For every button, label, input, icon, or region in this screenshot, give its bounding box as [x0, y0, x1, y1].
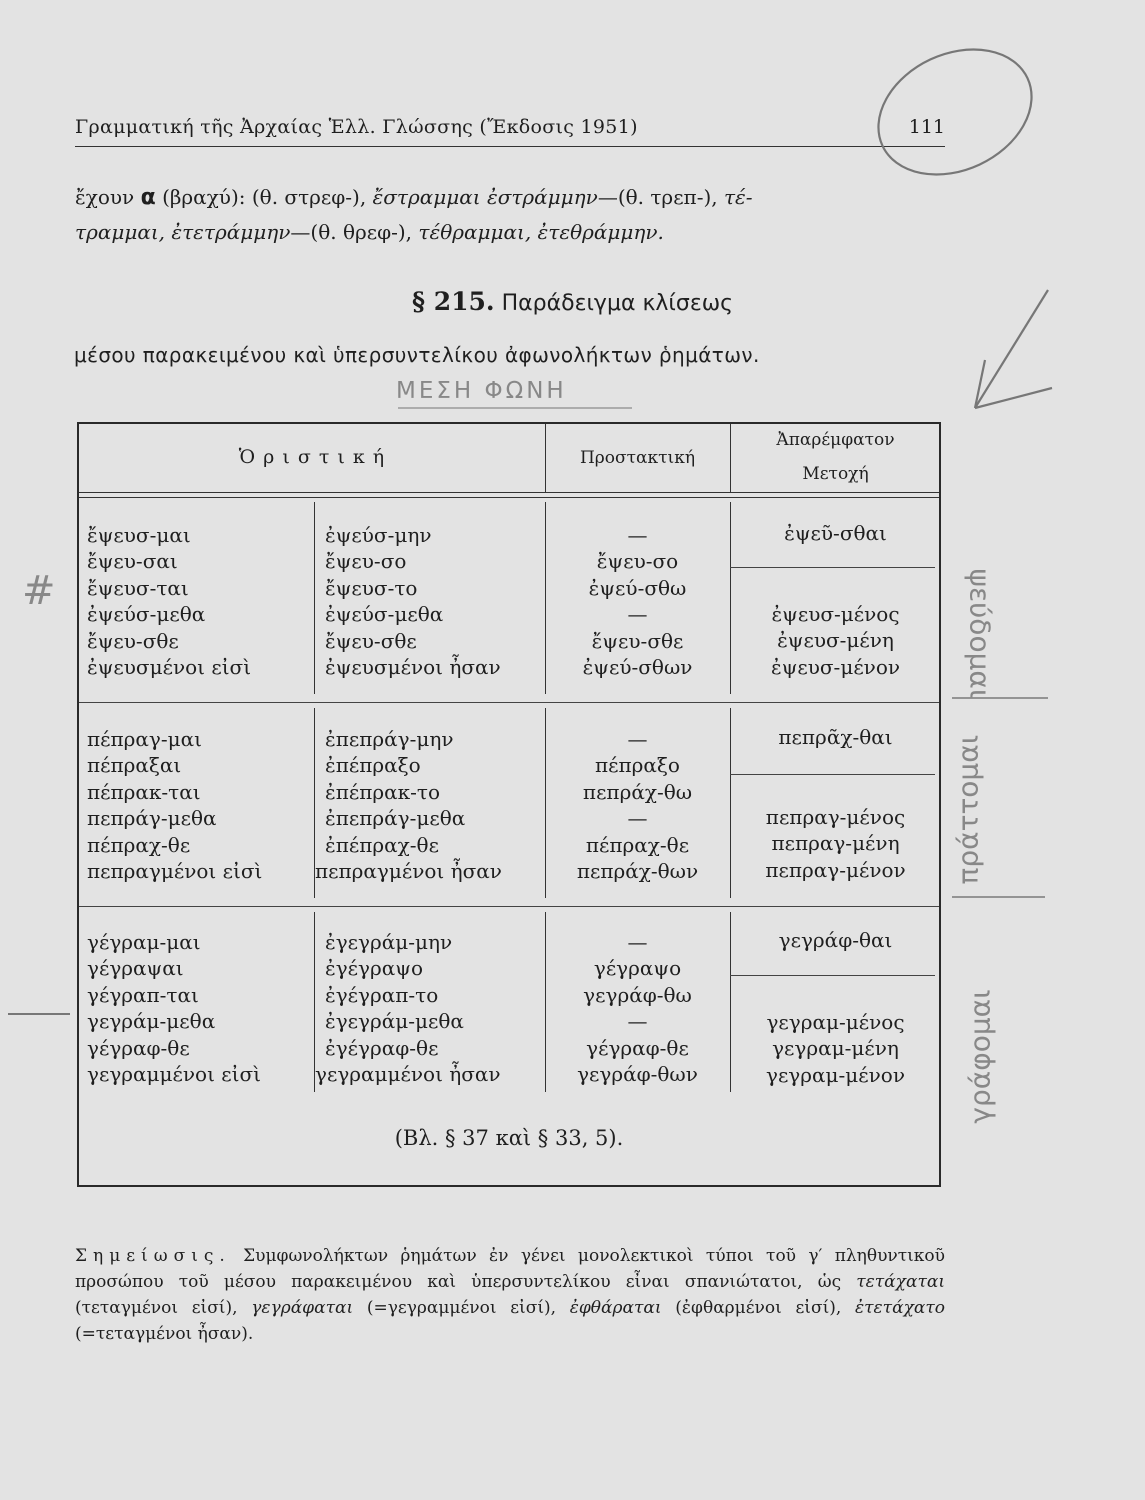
- section-subtitle: μέσου παρακειμένου καὶ ὑπερσυντελίκου ἀφωνολήκτων ῥημάτων.: [74, 343, 760, 367]
- section-title: Παράδειγμα κλίσεως: [501, 291, 734, 316]
- margin-mark: #: [22, 568, 56, 614]
- intro-italic: ἔστραμμαι ἐστράμμην: [372, 185, 598, 209]
- book-title: Γραμματική τῆς Ἀρχαίας Ἑλλ. Γλώσσης (Ἔκδοσις 1951): [75, 116, 638, 138]
- form-cell: ἔψευσ-ται: [87, 575, 189, 600]
- form-cell: ἐψευσ-μένον: [770, 654, 901, 679]
- remark-text: (=γεγραμμένοι εἰσί),: [366, 1298, 557, 1318]
- form-cell: ἐγεγράμ-μην: [325, 930, 453, 954]
- form-cell: γεγραμ-μένον: [765, 1062, 905, 1087]
- form-cell: ἔψευσ-μαι: [87, 523, 191, 547]
- form-cell: πέπραξαι: [87, 753, 182, 778]
- form-cell: πεπράχ-θω: [582, 779, 693, 804]
- form-cell: ἐπεπράγ-μεθα: [325, 806, 466, 831]
- form-cell: γεγράφ-θω: [583, 982, 692, 1007]
- arrow-head: [975, 360, 1052, 408]
- arrow-icon: [975, 290, 1048, 408]
- form-cell: πεπράγ-μεθα: [87, 806, 217, 831]
- form-cell: ἔψευ-σθε: [591, 628, 684, 653]
- form-cell: —: [627, 806, 648, 831]
- table-note: (Βλ. § 37 καὶ § 33, 5).: [394, 1126, 624, 1150]
- form-cell: ἐψεύσ-μεθα: [325, 602, 444, 627]
- form-cell: πέπραχ-θε: [585, 832, 690, 857]
- form-cell: ἔψευ-σο: [325, 549, 407, 574]
- form-cell: γέγραφ-θε: [87, 1035, 190, 1060]
- margin-note-3: γράφομαι: [963, 989, 997, 1124]
- remark-italic: τετάχαται: [856, 1272, 945, 1292]
- form-cell: —: [627, 523, 648, 547]
- form-cell: γεγραμμένοι ἦσαν: [315, 1061, 501, 1086]
- form-cell: —: [627, 727, 648, 751]
- header-participle: Μετοχή: [802, 464, 869, 484]
- circle-mark: [858, 26, 1052, 199]
- form-cell: γεγράμ-μεθα: [87, 1009, 216, 1034]
- form-cell: πεπράχ-θων: [576, 858, 699, 883]
- infinitive-cell: ἐψεῦ-σθαι: [784, 521, 887, 545]
- form-cell: γέγραψο: [593, 956, 682, 981]
- remark-italic: ἐτετάχατο: [855, 1298, 945, 1318]
- form-cell: πέπραγ-μαι: [87, 727, 202, 751]
- intro-italic: τέθραμμαι, ἐτεθράμμην.: [418, 220, 664, 244]
- intro-text: ἔχουν: [75, 185, 135, 209]
- form-cell: ἐψευσμένοι εἰσὶ: [87, 654, 252, 679]
- form-cell: πεπραγμένοι εἰσὶ: [87, 858, 263, 883]
- remark-text: (ἐφθαρμένοι εἰσί),: [675, 1298, 842, 1318]
- form-cell: ἐγέγραπ-το: [325, 982, 439, 1007]
- form-cell: —: [627, 1009, 648, 1034]
- form-cell: γεγραμ-μένος: [766, 1010, 905, 1034]
- intro-text: —(θ. θρεφ-),: [290, 220, 413, 244]
- form-cell: ἐπεπράγ-μην: [325, 727, 454, 751]
- form-cell: ἐγέγραφ-θε: [325, 1035, 439, 1060]
- form-cell: πεπραγμένοι ἦσαν: [315, 858, 502, 883]
- infinitive-cell: γεγράφ-θαι: [778, 928, 893, 952]
- form-cell: ἐψευσ-μένη: [777, 628, 894, 653]
- form-cell: ἐπέπραξο: [325, 753, 421, 778]
- infinitive-cell: πεπρᾶχ-θαι: [778, 725, 893, 749]
- remark-label: Σημείωσις.: [75, 1246, 231, 1266]
- form-cell: γέγραφ-θε: [586, 1035, 689, 1060]
- form-cell: —: [627, 930, 648, 954]
- form-cell: ἔψευ-σαι: [87, 549, 178, 574]
- form-cell: ἐγεγράμ-μεθα: [325, 1009, 464, 1034]
- margin-note-2: πράττομαι: [951, 734, 985, 885]
- form-cell: γεγραμμένοι εἰσὶ: [87, 1061, 261, 1086]
- form-cell: ἐγέγραψο: [325, 956, 423, 981]
- remark-italic: ἐφθάραται: [569, 1298, 662, 1318]
- form-cell: πεπραγ-μένον: [765, 857, 906, 882]
- intro-italic: τραμμαι, ἐτετράμμην: [75, 220, 291, 244]
- form-cell: πεπραγ-μένος: [765, 805, 906, 829]
- form-cell: πεπραγ-μένη: [771, 831, 900, 856]
- form-cell: γέγραμ-μαι: [87, 930, 201, 954]
- form-cell: γέγραψαι: [87, 956, 184, 981]
- form-cell: ἔψευ-σθε: [325, 628, 417, 653]
- form-cell: —: [627, 602, 648, 627]
- form-cell: γέγραπ-ται: [87, 982, 199, 1007]
- intro-text: —(θ. τρεπ-),: [597, 185, 718, 209]
- margin-note-1: ψεύδομαι: [963, 568, 997, 699]
- intro-italic: τέ-: [723, 185, 753, 209]
- form-cell: ἐψεύσ-μεθα: [87, 602, 206, 627]
- form-cell: πέπραξο: [595, 753, 680, 778]
- form-cell: ἐπέπρακ-το: [325, 779, 441, 804]
- form-cell: πέπραχ-θε: [87, 832, 191, 857]
- form-cell: ἐψευσμένοι ἦσαν: [325, 654, 501, 679]
- remark-text: (τεταγμένοι εἰσί),: [75, 1298, 238, 1318]
- form-cell: ἐψευσ-μένος: [771, 602, 900, 626]
- header-infinitive: Ἀπαρέμφατον: [776, 430, 895, 450]
- form-cell: ἐπέπραχ-θε: [325, 832, 439, 857]
- header-imperative: Προστακτική: [579, 448, 696, 468]
- form-cell: πέπρακ-ται: [87, 779, 201, 804]
- form-cell: ἔψευ-σθε: [87, 628, 179, 653]
- form-cell: ἐψεύσ-μην: [325, 523, 432, 547]
- header-indicative: Ὁ ρ ι σ τ ι κ ή: [238, 446, 386, 468]
- form-cell: γεγράφ-θων: [577, 1061, 698, 1086]
- form-cell: γεγραμ-μένη: [772, 1036, 899, 1061]
- form-cell: ἔψευ-σο: [596, 549, 679, 574]
- pencil-note-top: ΜΕΣΗ ΦΩΝΗ: [396, 378, 567, 404]
- form-cell: ἐψεύ-σθων: [582, 654, 693, 679]
- remark-text: (=τεταγμένοι ἦσαν).: [75, 1324, 254, 1344]
- section-number: § 215.: [411, 287, 495, 316]
- form-cell: ἔψευσ-το: [325, 575, 418, 600]
- intro-letter: α: [140, 185, 156, 210]
- page-number: 111: [908, 116, 945, 138]
- remark-italic: γεγράφαται: [251, 1298, 354, 1318]
- form-cell: ἐψεύ-σθω: [588, 575, 687, 600]
- remark-text: Συμφωνολήκτων ῥημάτων ἐν γένει μονολεκτικοὶ τύποι τοῦ γ′ πληθυντικοῦ προσώπου τοῦ μέσου παρακειμένου καὶ ὑπερσυντελίκου εἶναι σπανιώτατοι, ὡς: [75, 1246, 945, 1292]
- intro-text: (βραχύ): (θ. στρεφ-),: [162, 185, 367, 209]
